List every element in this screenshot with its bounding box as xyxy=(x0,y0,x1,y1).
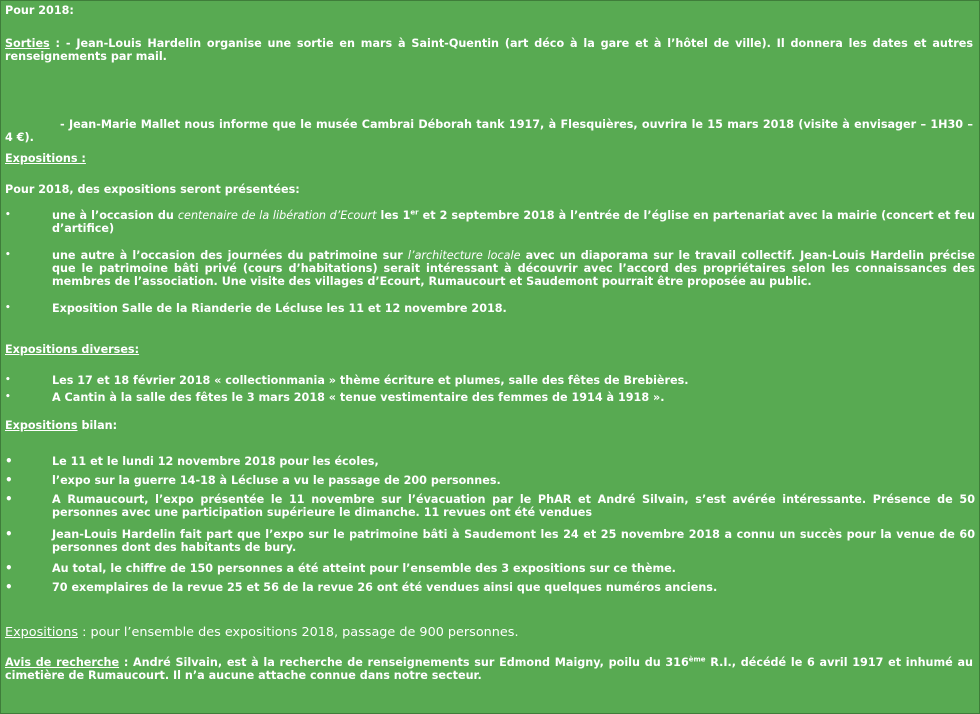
bullet-icon: • xyxy=(5,250,11,260)
avis-label: Avis de recherche xyxy=(5,656,120,669)
total-text: : pour l’ensemble des expositions 2018, passage de 900 personnes. xyxy=(78,625,519,640)
sorties-label: Sorties xyxy=(5,37,50,50)
bullet-icon: • xyxy=(5,375,11,385)
sorties-second-paragraph: - Jean-Marie Mallet nous informe que le musée Cambrai Déborah tank 1917, à Flesquières, ouvrira le 15 mars 2018 (visite à envisager – 1H30 – 4 €). xyxy=(5,118,973,144)
bullet-icon: • xyxy=(5,454,13,468)
bilan-heading: Expositions bilan: xyxy=(5,419,118,432)
bilan-item-2: l’expo sur la guerre 14-18 à Lécluse a vu le passage de 200 personnes. xyxy=(52,474,501,487)
expositions-item-2: une autre à l’occasion des journées du patrimoine sur l’architecture locale avec un diaporama sur le travail collectif. Jean-Louis Hardelin précise que le patrimoine bâti privé (cours d’habitations) serait intéressant à découvrir avec l’accord des propriétaires selon les connaissances des membres de l’association. Une visite des villages d’Ecourt, Rumaucourt et Saudemont pourrait être proposée au public. xyxy=(52,249,975,288)
bilan-item-3: A Rumaucourt, l’expo présentée le 11 novembre sur l’évacuation par le PhAR et André Silvain, s’est avérée intéressante. Présence de 50 personnes avec une participation supérieure le dimanche. 11 revues ont été vendues xyxy=(52,493,975,519)
bullet-icon: • xyxy=(5,210,11,220)
bullet-icon: • xyxy=(5,473,13,487)
total-paragraph xyxy=(5,626,973,639)
diverses-item-2: A Cantin à la salle des fêtes le 3 mars 2018 « tenue vestimentaire des femmes de 1914 à 1918 ». xyxy=(52,391,665,404)
bullet-icon: • xyxy=(5,580,13,594)
bilan-item-6: 70 exemplaires de la revue 25 et 56 de la revue 26 ont été vendues ainsi que quelques numéros anciens. xyxy=(52,581,718,594)
section-title: Pour 2018: xyxy=(5,4,74,17)
expositions-intro: Pour 2018, des expositions seront présentées: xyxy=(5,183,300,196)
bullet-icon: • xyxy=(5,392,11,402)
sorties-text: : - Jean-Louis Hardelin organise une sortie en mars à Saint-Quentin (art déco à la gare et à l’hôtel de ville). Il donnera les dates et autres renseignements par mail. xyxy=(5,37,973,63)
diverses-item-1: Les 17 et 18 février 2018 « collectionmania » thème écriture et plumes, salle des fêtes de Brebières. xyxy=(52,374,689,387)
bullet-icon: • xyxy=(5,303,11,313)
total-label: Expositions xyxy=(5,625,79,640)
expositions-item-1: une à l’occasion du centenaire de la libération d’Ecourt les 1er et 2 septembre 2018 à l’entrée de l’église en partenariat avec la mairie (concert et feu d’artifice) xyxy=(52,208,975,235)
expositions-item-3: Exposition Salle de la Rianderie de Lécluse les 11 et 12 novembre 2018. xyxy=(52,302,507,315)
bilan-item-4: Jean-Louis Hardelin fait part que l’expo sur le patrimoine bâti à Saudemont les 24 et 25 novembre 2018 a connu un succès pour la venue de 60 personnes dont des habitants de bury. xyxy=(52,528,975,554)
bilan-item-1: Le 11 et le lundi 12 novembre 2018 pour les écoles, xyxy=(52,455,379,468)
bullet-icon: • xyxy=(5,527,13,541)
sorties-paragraph xyxy=(5,37,973,63)
bilan-item-5: Au total, le chiffre de 150 personnes a été atteint pour l’ensemble des 3 expositions sur ce thème. xyxy=(52,562,676,575)
avis-paragraph: Avis de recherche : André Silvain, est à la recherche de renseignements sur Edmond Maigny, poilu du 316ème R.I., décédé le 6 avril 1917 et inhumé au cimetière de Rumaucourt. Il n’a aucune attache connue dans notre secteur. xyxy=(5,655,974,682)
diverses-heading: Expositions diverses: xyxy=(5,343,140,356)
bullet-icon: • xyxy=(5,561,13,575)
expositions-heading: Expositions : xyxy=(5,152,86,165)
bullet-icon: • xyxy=(5,492,13,506)
